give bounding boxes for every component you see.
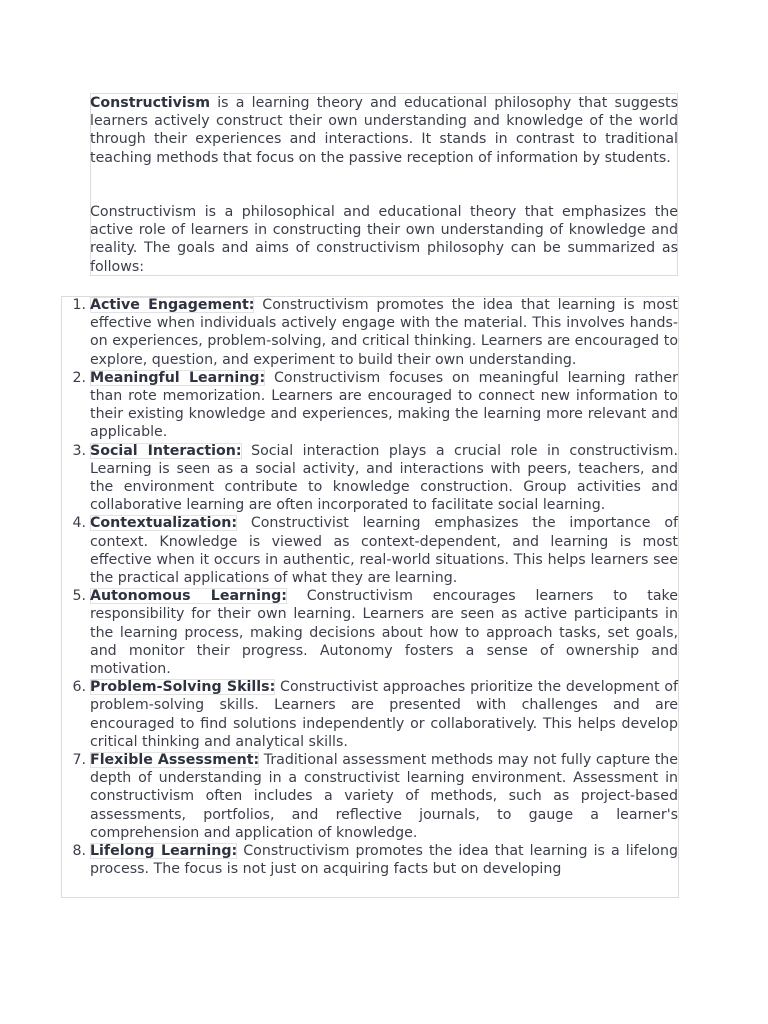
list-item-number: 7. [72, 752, 86, 769]
list-item-term: Flexible Assessment: [90, 752, 260, 769]
intro-paragraph-2: Constructivism is a philosophical and educational theory that emphasizes the active role of learners in constructing their own understanding of knowledge and reality. The goals and aims of constructivism philosophy can be summarized as follows: [90, 204, 678, 275]
intro-paragraph-1 [90, 94, 678, 167]
list-item-number: 4. [72, 515, 86, 532]
list-item-term: Active Engagement: [90, 297, 255, 313]
intro-lead-term: Constructivism [90, 95, 210, 111]
list-item-term: Contextualization: [90, 515, 237, 532]
list-item-number: 6. [72, 679, 86, 696]
list-item-text: Constructivist learning emphasizes the importance of context. Knowledge is viewed as context-dependent, and learning is most effective when it occurs in authentic, real-world situations. This helps learners see the practical applications of what they are learning. [90, 515, 678, 587]
list-item-text: Constructivist approaches prioritize the development of problem-solving skills. Learners are presented with challenges and are encouraged to find solutions independently or collaboratively. This helps develop critical thinking and analytical skills. [90, 679, 678, 750]
list-item [72, 587, 678, 678]
list-item-number: 5. [72, 588, 86, 605]
list-item-number: 2. [72, 369, 86, 386]
list-item-term: Problem-Solving Skills: [90, 679, 276, 696]
list-item-number: 8. [72, 843, 86, 860]
list-item [72, 678, 678, 751]
list-item-term: Social Interaction: [90, 442, 242, 459]
list-item [72, 369, 678, 442]
list-item-number: 1. [72, 297, 86, 313]
goals-list [72, 296, 679, 897]
list-item-text: Constructivism focuses on meaningful learning rather than rote memorization. Learners are encouraged to connect new information to their existing knowledge and experiences, making the learning more relevant and applicable. [90, 369, 678, 441]
list-item [72, 751, 678, 842]
list-item-term: Autonomous Learning: [90, 588, 287, 605]
list-item [72, 514, 678, 587]
list-item-term: Meaningful Learning: [90, 369, 266, 386]
intro-paragraph-1-text: is a learning theory and educational philosophy that suggests learners actively construct their own understanding and knowledge of the world through their experiences and interactions. It stands in contrast to traditional teaching methods that focus on the passive reception of information by students. [90, 95, 678, 166]
list-item [72, 442, 679, 515]
list-item-text: Social interaction plays a crucial role in constructivism. Learning is seen as a social activity, and interactions with peers, teachers, and the environment contribute to knowledge construction. Group activities and collaborative learning are often incorporated to facilitate social learning. [90, 442, 679, 514]
list-item-text: Constructivism promotes the idea that learning is most effective when individuals actively engage with the material. This involves hands-on experiences, problem-solving, and critical thinking. Learners are encouraged to explore, question, and experiment to build their own understanding. [90, 297, 678, 368]
list-item-term: Lifelong Learning: [90, 843, 238, 860]
list-item [72, 842, 678, 878]
list-item-text: Traditional assessment methods may not fully capture the depth of understanding in a constructivist learning environment. Assessment in constructivism often includes a variety of methods, such as project-based assessments, portfolios, and reflective journals, to gauge a learner's comprehension and application of knowledge. [90, 752, 678, 841]
list-item-text: Constructivism promotes the idea that learning is a lifelong process. The focus is not just on acquiring facts but on developing [90, 843, 678, 878]
list-item-number: 3. [72, 442, 86, 459]
list-item [72, 296, 678, 369]
list-item-text: Constructivism encourages learners to take responsibility for their own learning. Learners are seen as active participants in the learning process, making decisions about how to approach tasks, set goals, and monitor their progress. Autonomy fosters a sense of ownership and motivation. [90, 588, 678, 678]
